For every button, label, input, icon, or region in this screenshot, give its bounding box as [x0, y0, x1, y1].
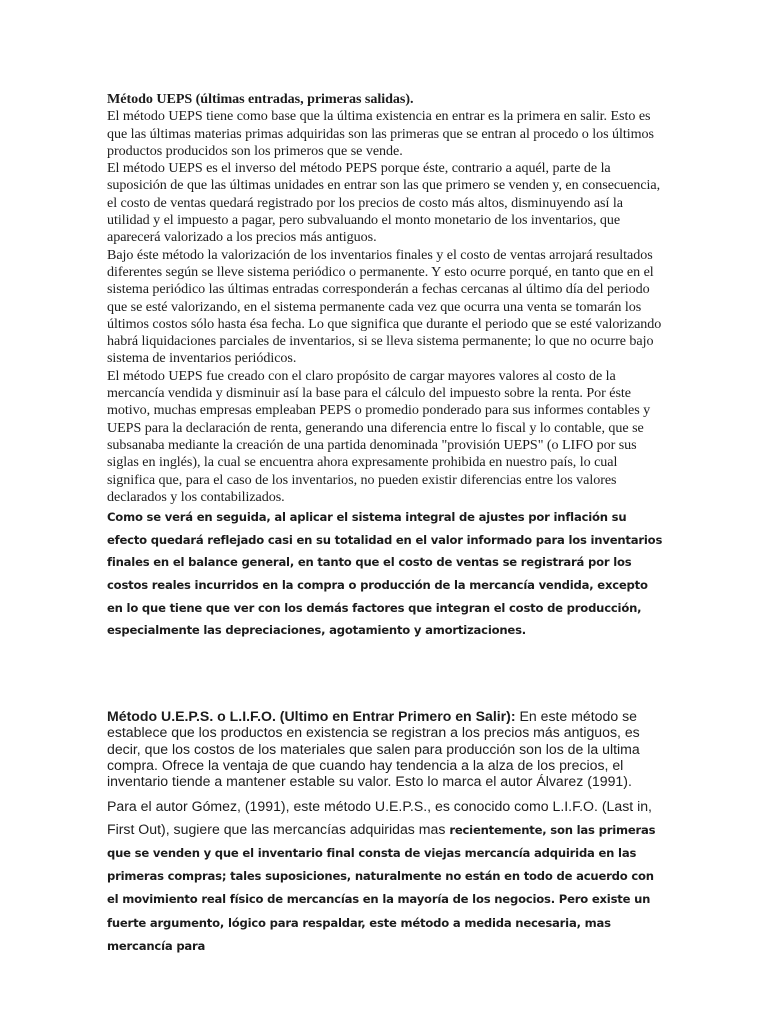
document-page [107, 91, 663, 642]
lifo-author-text: Para el autor Gómez, (1991), este método U.E.P.S., es conocido como L.I.F.O. (Last in, First Out), sugiere que las mercancías adquiridas mas [107, 798, 652, 837]
section-lifo [107, 708, 663, 957]
paragraph-2: El método UEPS es el inverso del método PEPS porque éste, contrario a aquél, parte de la suposición de que las últimas unidades en entrar son las que primero se venden y, en consecuencia, el costo de ventas quedará registrado por los precios de costo más altos, disminuyendo así la utilidad y el impuesto a pagar, pero subvaluando el monto monetario de los inventarios, que aparecerá valorizado a los precios más antiguos. [107, 160, 661, 246]
section-title: Método UEPS (últimas entradas, primeras salidas). [107, 91, 414, 107]
paragraph-1: El método UEPS tiene como base que la última existencia en entrar es la primera en salir. Esto es que las últimas materias primas adquiridas son las primeras que se entran al procedo o los últimos productos producidos son los primeros que se vende. [107, 108, 654, 159]
paragraph-4: El método UEPS fue creado con el claro propósito de cargar mayores valores al costo de la mercancía vendida y disminuir así la base para el cálculo del impuesto sobre la renta. Por éste motivo, muchas empresas empleaban PEPS o promedio ponderado para sus informes contables y UEPS para la declaración de renta, generando una diferencia entre lo fiscal y lo contable, que se subsanaba mediante la creación de una partida denominada "provisión UEPS" (o LIFO por sus siglas en inglés), la cual se encuentra ahora expresamente prohibida en nuestro país, lo cual significa que, para el caso de los inventarios, no pueden existir diferencias entre los valores declarados y los contabilizados. [107, 367, 651, 505]
lifo-heading: Método U.E.P.S. o L.I.F.O. (Ultimo en Entrar Primero en Salir): [107, 708, 516, 724]
lifo-intro-paragraph [107, 708, 663, 789]
lifo-author-paragraph [107, 795, 663, 956]
lifo-intro-text: En este método se establece que los productos en existencia se registran a los precios más antiguos, es decir, que los costos de los materiales que salen para producción son los de la ultima compra. Ofrece la ventaja de que cuando hay tendencia a la alza de los precios, el inventario tiende a mantener estable su valor. Esto lo marca el autor Álvarez (1991). [107, 708, 640, 790]
section-ueps [107, 91, 663, 506]
lifo-author-bold-text: recientemente, son las primeras que se venden y que el inventario final consta de viejas mercancía adquirida en las primeras compras; tales suposiciones, naturalmente no están en todo de acuerdo con el movimiento real físico de mercancías en la mayoría de los negocios. Pero existe un fuerte argumento, lógico para respaldar, este método a medida necesaria, mas mercancía para [107, 822, 656, 953]
bold-paragraph: Como se verá en seguida, al aplicar el sistema integral de ajustes por inflación su efecto quedará reflejado casi en su totalidad en el valor informado para los inventarios finales en el balance general, en tanto que el costo de ventas se registrará por los costos reales incurridos en la compra o producción de la mercancía vendida, excepto en lo que tiene que ver con los demás factores que integran el costo de producción, especialmente las depreciaciones, agotamiento y amortizaciones. [107, 510, 663, 638]
paragraph-3: Bajo éste método la valorización de los inventarios finales y el costo de ventas arrojará resultados diferentes según se lleve sistema periódico o permanente. Y esto ocurre porqué, en tanto que en el sistema periódico las últimas entradas corresponderán a fechas cercanas al último día del periodo que se esté valorizando, en el sistema permanente cada vez que ocurra una venta se tomarán los últimos costos sólo hasta ésa fecha. Lo que significa que durante el periodo que se esté valorizando habrá liquidaciones parciales de inventarios, si se lleva sistema permanente; lo que no ocurre bajo sistema de inventarios periódicos. [107, 246, 662, 367]
